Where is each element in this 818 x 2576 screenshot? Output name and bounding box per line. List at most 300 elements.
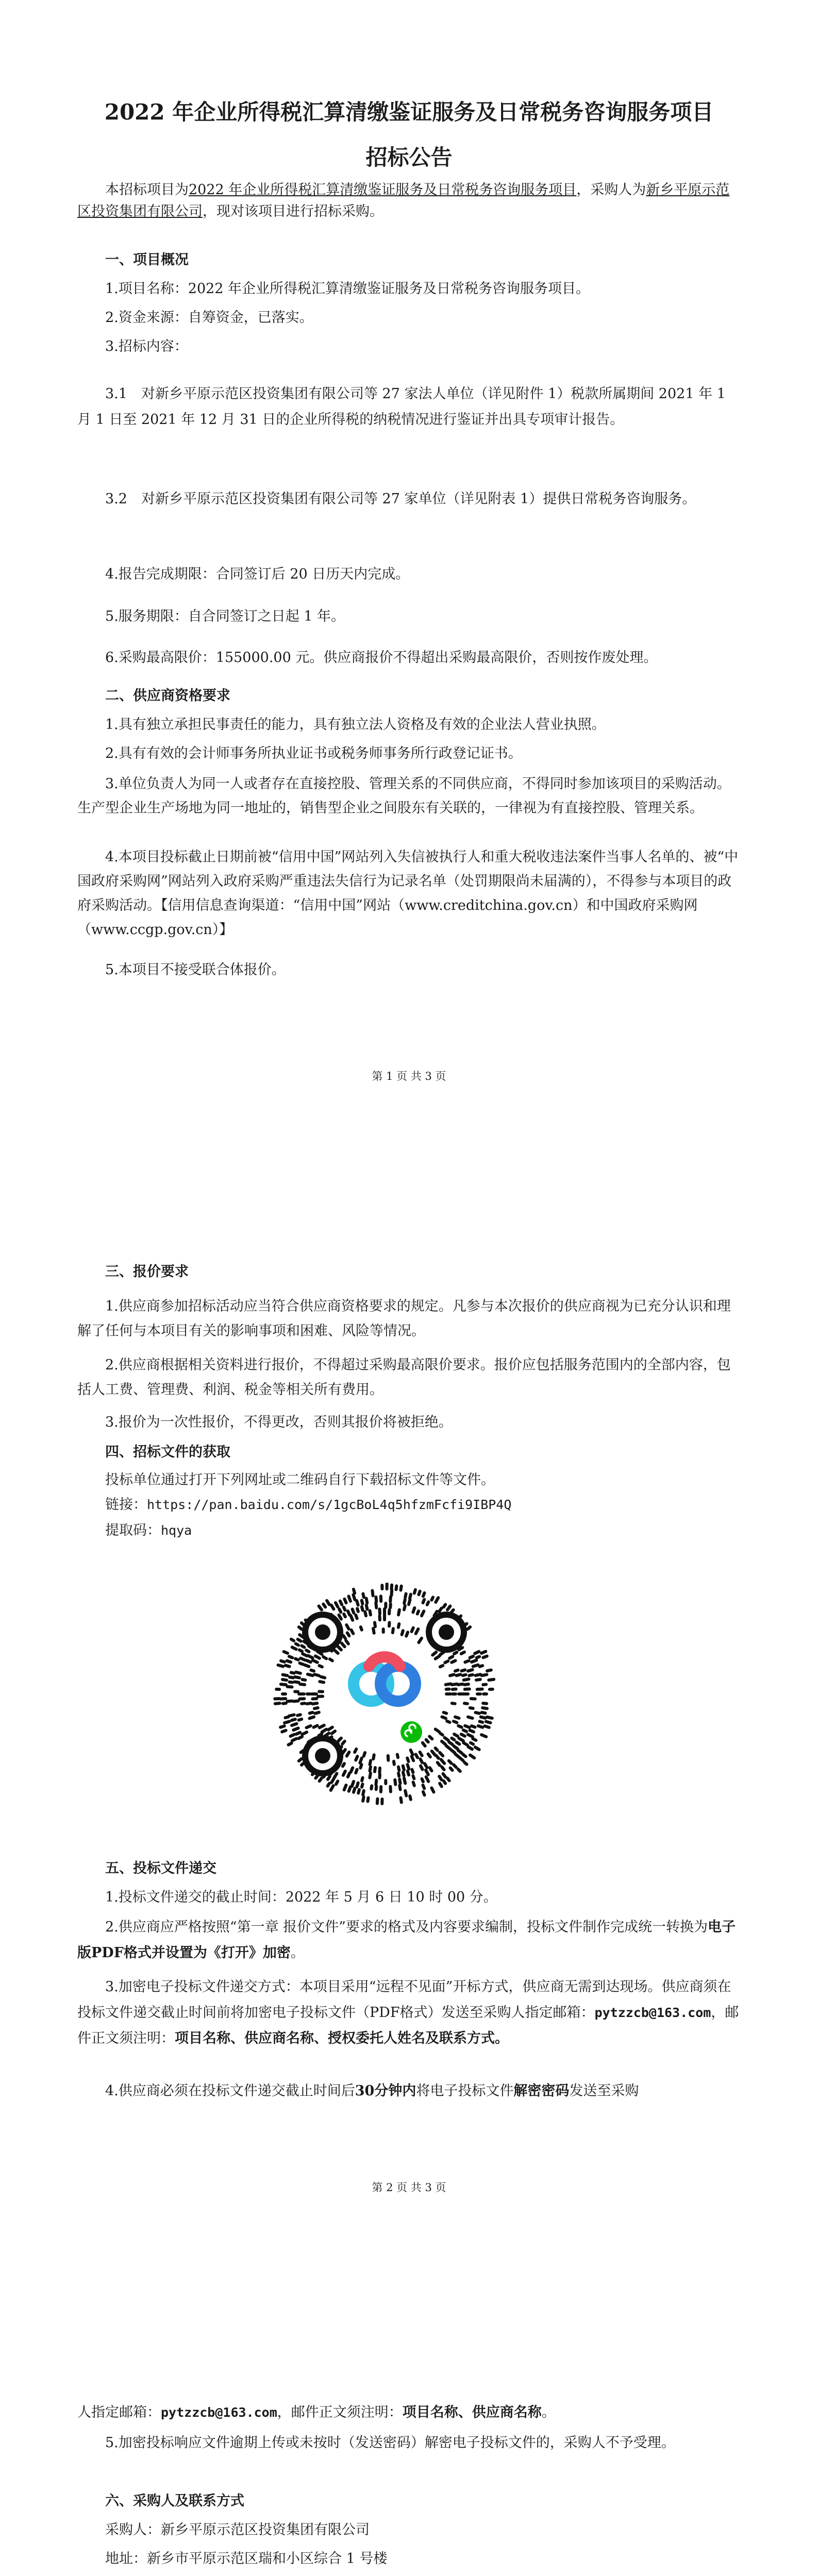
qr-dot	[468, 1735, 473, 1737]
qr-dot	[452, 1703, 455, 1704]
qr-dot	[463, 1754, 466, 1756]
qr-dot	[398, 1610, 399, 1615]
qr-dot	[308, 1655, 313, 1657]
qr-dot	[344, 1785, 346, 1790]
qr-dot	[465, 1726, 469, 1727]
qr-dot	[354, 1788, 355, 1792]
s5-item-2-text: 2.供应商应严格按照“第一章 报价文件”要求的格式及内容要求编制，投标文件制作完成统一转换为	[105, 1919, 708, 1935]
qr-dot	[449, 1742, 452, 1744]
qr-dot	[479, 1721, 482, 1722]
qr-dot	[350, 1616, 353, 1620]
qr-dot	[440, 1733, 443, 1735]
qr-dot	[390, 1787, 391, 1792]
qr-dot	[442, 1717, 446, 1718]
qr-dot	[405, 1791, 406, 1796]
qr-dot	[436, 1756, 438, 1758]
qr-dot	[464, 1703, 468, 1704]
qr-dot	[458, 1750, 462, 1753]
qr-dot	[294, 1701, 298, 1702]
s2-item-4: 4.本项目投标截止日期前被“信用中国”网站列入失信被执行人和重大税收违法案件当事人名单的、被“中国政府采购网”网站列入政府采购严重违法失信行为记录名单（处罚期限尚未届满的），不得参与本项目的政府采购活动。【信用信息查询渠道：“信用中国”网站（www.creditchina.gov.cn）和中国政府采购网（www.ccgp.gov.cn）】	[77, 849, 739, 938]
qr-dot	[479, 1666, 482, 1667]
qr-dot	[357, 1783, 358, 1787]
s5-item-3	[77, 1974, 742, 2052]
qr-dot	[298, 1737, 302, 1739]
qr-dot	[445, 1661, 448, 1663]
qr-dot	[334, 1650, 338, 1653]
qr-dot	[286, 1665, 290, 1666]
baidu-netdisk-logo-icon	[343, 1639, 426, 1722]
qr-dot	[307, 1703, 311, 1704]
qr-dot	[419, 1591, 420, 1595]
qr-dot	[347, 1633, 349, 1636]
qr-dot	[298, 1639, 301, 1641]
qr-dot	[482, 1674, 487, 1675]
qr-dot	[431, 1788, 433, 1792]
qr-dot	[292, 1724, 296, 1725]
qr-dot	[356, 1770, 357, 1773]
qr-dot	[443, 1774, 446, 1777]
qr-dot	[346, 1625, 348, 1629]
s5-item-3-mid: ，邮件正文须注明：	[77, 2005, 739, 2046]
qr-dot	[444, 1781, 445, 1784]
qr-dot	[481, 1717, 486, 1718]
qr-dot	[404, 1606, 405, 1610]
page-1-footer: 第 1 页 共 3 页	[372, 1070, 446, 1082]
cont-b: ，邮件正文须注明：	[277, 2404, 403, 2420]
qr-dot	[423, 1785, 425, 1788]
qr-dot	[338, 1738, 341, 1741]
section-5-heading: 五、投标文件递交	[105, 1860, 216, 1876]
qr-dot	[366, 1605, 368, 1609]
qr-dot	[295, 1659, 298, 1660]
qr-dot	[379, 1609, 380, 1614]
qr-dot	[364, 1753, 365, 1756]
qr-dot	[315, 1656, 320, 1658]
section-4-heading: 四、招标文件的获取	[105, 1444, 230, 1460]
qr-dot	[406, 1632, 408, 1636]
qr-dot	[302, 1732, 307, 1734]
qr-dot	[308, 1674, 313, 1675]
qr-dot	[450, 1674, 454, 1675]
qr-dot	[348, 1611, 349, 1615]
qr-dot	[468, 1627, 471, 1629]
qr-dot	[344, 1614, 345, 1617]
qr-dot	[362, 1607, 363, 1611]
qr-dot	[328, 1776, 330, 1780]
qr-dot	[413, 1776, 414, 1779]
qr-dot	[303, 1654, 307, 1656]
qr-dot	[429, 1736, 432, 1739]
qr-dot	[291, 1639, 294, 1641]
qr-dot	[296, 1643, 298, 1645]
qr-dot	[457, 1742, 460, 1744]
qr-dot	[354, 1589, 355, 1594]
qr-dot	[413, 1782, 414, 1786]
s5-item-4-c: 将电子投标文件	[416, 2083, 514, 2099]
s1-item-1: 1.项目名称：2022 年企业所得税汇算清缴鉴证服务及日常税务咨询服务项目。	[105, 281, 590, 297]
qr-dot	[332, 1731, 335, 1734]
qr-dot	[475, 1652, 479, 1654]
qr-dot	[458, 1769, 460, 1771]
section-2-heading: 二、供应商资格要求	[105, 688, 230, 704]
qr-dot	[403, 1766, 404, 1770]
qr-dot	[459, 1738, 463, 1741]
qr-dot	[291, 1735, 294, 1736]
qr-dot	[432, 1652, 436, 1655]
document-title: 2022 年企业所得税汇算清缴鉴证服务及日常税务咨询服务项目	[104, 99, 714, 125]
qr-dot	[342, 1643, 345, 1647]
qr-dot	[360, 1758, 361, 1762]
qr-dot	[483, 1656, 487, 1658]
cont-c: 项目名称、供应商名称	[402, 2404, 542, 2420]
qr-dot	[319, 1666, 322, 1667]
qr-dot	[436, 1748, 438, 1750]
qr-dot	[468, 1717, 473, 1718]
qr-dot	[428, 1754, 430, 1757]
qr-dot	[348, 1596, 350, 1601]
qr-dot	[278, 1665, 283, 1667]
qr-finder-center	[439, 1624, 454, 1640]
intro-pre: 本招标项目为	[105, 182, 189, 198]
qr-dot	[400, 1586, 401, 1590]
qr-dot	[283, 1703, 286, 1704]
qr-dot	[353, 1609, 354, 1613]
s5-item-4	[77, 2080, 742, 2102]
qr-dot	[481, 1651, 486, 1653]
qr-dot	[343, 1771, 345, 1775]
qr-dot	[312, 1703, 317, 1704]
qr-dot	[388, 1756, 389, 1760]
qr-dot	[295, 1677, 299, 1678]
qr-dot	[373, 1629, 374, 1633]
cont-email[interactable]: pytzzcb@163.com	[161, 2405, 277, 2420]
qr-dot	[464, 1762, 467, 1765]
qr-dot	[322, 1730, 327, 1732]
qr-dot	[472, 1726, 475, 1727]
qr-dot	[423, 1792, 425, 1795]
s6-address: 地址：新乡市平原示范区瑞和小区综合 1 号楼	[105, 2551, 388, 2567]
qr-dot	[349, 1787, 350, 1791]
qr-dot	[396, 1586, 397, 1589]
s5-item-3-email[interactable]: pytzzcb@163.com	[594, 2005, 711, 2020]
qr-dot	[454, 1765, 456, 1767]
download-qr-code[interactable]	[273, 1583, 496, 1805]
qr-dot	[336, 1781, 338, 1784]
qr-dot	[400, 1798, 401, 1803]
qr-dot	[461, 1652, 464, 1654]
qr-dot	[487, 1717, 492, 1718]
qr-dot	[314, 1674, 319, 1675]
qr-dot	[309, 1717, 314, 1718]
qr-dot	[328, 1784, 329, 1786]
qr-dot	[422, 1779, 423, 1782]
qr-dot	[390, 1597, 391, 1601]
qr-dot	[306, 1660, 310, 1663]
intro-project-name: 2022 年企业所得税汇算清缴鉴证服务及日常税务咨询服务项目	[189, 182, 577, 198]
qr-dot	[289, 1743, 292, 1744]
qr-dot	[336, 1603, 338, 1607]
qr-dot	[361, 1627, 362, 1630]
qr-dot	[343, 1635, 345, 1638]
qr-dot	[356, 1615, 357, 1619]
qr-dot	[356, 1756, 357, 1760]
qr-dot	[370, 1767, 371, 1771]
qr-dot	[280, 1726, 285, 1727]
qr-dot	[468, 1747, 472, 1749]
s4-download-instruction: 投标单位通过打开下列网址或二维码自行下载招标文件等文件。	[105, 1472, 495, 1488]
qr-dot	[315, 1713, 319, 1714]
qr-dot	[412, 1756, 414, 1760]
qr-dot	[355, 1749, 356, 1752]
s6-buyer: 采购人：新乡平原示范区投资集团有限公司	[105, 2522, 370, 2538]
qr-dot	[483, 1703, 487, 1704]
qr-dot	[408, 1771, 409, 1775]
s5-item-2	[77, 1914, 742, 1966]
qr-dot	[275, 1703, 280, 1704]
qr-dot	[299, 1719, 302, 1720]
qr-dot	[461, 1670, 465, 1671]
qr-dot	[293, 1728, 298, 1730]
qr-dot	[289, 1715, 294, 1716]
qr-dot	[454, 1652, 457, 1654]
qr-dot	[292, 1739, 296, 1741]
s2-item-2: 2.具有有效的会计师事务所执业证书或税务师事务所行政登记证书。	[105, 745, 522, 761]
qr-dot	[420, 1759, 422, 1762]
qr-dot	[426, 1740, 428, 1742]
qr-dot	[436, 1656, 440, 1659]
qr-dot	[478, 1726, 483, 1727]
qr-dot	[363, 1791, 364, 1795]
s5-item-1: 1.投标文件递交的截止时间：2022 年 5 月 6 日 10 时 00 分。	[105, 1889, 497, 1905]
qr-dot	[371, 1786, 372, 1789]
qr-dot	[444, 1713, 447, 1714]
qr-dot	[470, 1656, 473, 1658]
qr-dot	[343, 1764, 344, 1766]
qr-dot	[444, 1604, 445, 1607]
qr-dot	[475, 1747, 479, 1750]
qr-dot	[465, 1660, 469, 1662]
qr-dot	[281, 1684, 286, 1685]
qr-dot	[289, 1656, 293, 1658]
qr-dot	[379, 1768, 380, 1773]
qr-dot	[352, 1782, 354, 1786]
qr-dot	[362, 1600, 363, 1604]
qr-dot	[454, 1734, 458, 1736]
qr-dot	[331, 1779, 333, 1783]
s5-item-3-emphasis: 项目名称、供应商名称、授权委托人姓名及联系方式。	[175, 2030, 509, 2046]
s2-item-3: 3.单位负责人为同一人或者存在直接控股、管理关系的不同供应商，不得同时参加该项目的采购活动。生产型企业生产场地为同一地址的，销售型企业之间股东有关联的，一律视为有直接控股、管理关系。	[77, 776, 731, 816]
qr-dot	[404, 1599, 405, 1603]
qr-dot	[432, 1751, 435, 1755]
qr-dot	[436, 1598, 438, 1602]
qr-dot	[370, 1760, 371, 1765]
qr-dot	[357, 1608, 358, 1612]
qr-dot	[404, 1778, 405, 1784]
qr-dot	[346, 1640, 348, 1643]
qr-dot	[426, 1770, 428, 1775]
qr-dot	[440, 1666, 443, 1667]
qr-dot	[481, 1735, 486, 1737]
download-link[interactable]: https://pan.baidu.com/s/1gcBoL4q5hfzmFcfi9IBP4Q	[147, 1497, 512, 1512]
qr-dot	[351, 1768, 353, 1772]
qr-dot	[313, 1725, 317, 1727]
s1-sub-3-1: 3.1 对新乡平原示范区投资集团有限公司等 27 家法人单位（详见附件 1）税款所属期间 2021 年 1 月 1 日至 2021 年 12 月 31 日的企业所得税的纳税情况进行鉴证并出具专项审计报告。	[77, 386, 726, 428]
qr-dot	[398, 1624, 399, 1628]
qr-dot	[412, 1770, 413, 1773]
wechat-miniprogram-badge-icon	[398, 1719, 425, 1745]
qr-dot	[370, 1773, 371, 1778]
qr-dot	[299, 1759, 302, 1761]
qr-dot	[410, 1595, 411, 1599]
qr-dot	[447, 1778, 449, 1781]
s4-code-label: 提取码：	[105, 1522, 161, 1538]
qr-dot	[449, 1656, 453, 1658]
qr-dot	[461, 1734, 465, 1736]
qr-dot	[470, 1730, 474, 1732]
qr-dot	[413, 1608, 414, 1612]
s5-item-4-a: 4.供应商必须在投标文件递交截止时间后	[105, 2083, 355, 2099]
qr-dot	[409, 1600, 410, 1605]
qr-dot	[485, 1726, 489, 1727]
qr-dot	[300, 1684, 305, 1685]
qr-dot	[471, 1743, 473, 1744]
qr-dot	[423, 1743, 425, 1746]
qr-dot	[473, 1665, 478, 1667]
page-2-footer: 第 2 页 共 3 页	[372, 2181, 446, 2194]
qr-dot	[338, 1646, 341, 1650]
qr-finder-center	[315, 1624, 330, 1640]
qr-dot	[464, 1684, 469, 1685]
qr-dot	[440, 1784, 442, 1787]
qr-dot	[379, 1616, 380, 1620]
qr-dot	[363, 1797, 364, 1801]
s5-item-4-e: 发送至采购	[569, 2083, 639, 2099]
s5-item-2-emphasis: 电子版PDF格式并设置为《打开》加密	[77, 1919, 736, 1961]
qr-dot	[412, 1628, 413, 1632]
qr-dot	[472, 1660, 476, 1662]
qr-dot	[473, 1739, 476, 1740]
qr-dot	[454, 1746, 457, 1749]
qr-dot	[463, 1743, 468, 1745]
qr-dot	[446, 1745, 450, 1749]
intro-mid: ，采购人为	[576, 182, 646, 198]
qr-dot	[353, 1595, 355, 1600]
s5-item-4-continued	[77, 2402, 742, 2424]
qr-dot	[423, 1600, 425, 1603]
qr-dot	[289, 1682, 292, 1683]
qr-dot	[360, 1765, 361, 1768]
qr-dot	[287, 1661, 291, 1663]
qr-dot	[402, 1631, 403, 1635]
cont-a: 人指定邮箱：	[77, 2404, 161, 2420]
qr-dot	[313, 1660, 318, 1662]
qr-dot	[423, 1593, 425, 1597]
qr-dot	[452, 1738, 454, 1740]
qr-dot	[439, 1608, 441, 1612]
qr-dot	[418, 1611, 419, 1614]
qr-dot	[296, 1733, 300, 1734]
qr-dot	[440, 1752, 443, 1756]
qr-dot	[470, 1755, 474, 1758]
qr-dot	[285, 1721, 290, 1723]
s1-sub-3-2: 3.2 对新乡平原示范区投资集团有限公司等 27 家单位（详见附表 1）提供日常税务咨询服务。	[105, 491, 696, 507]
qr-dot	[487, 1670, 491, 1671]
qr-dot	[483, 1684, 486, 1685]
s4-code-line	[77, 1520, 742, 1541]
qr-dot	[339, 1615, 342, 1619]
s1-item-3: 3.招标内容：	[105, 338, 188, 354]
qr-dot	[288, 1701, 292, 1702]
qr-dot	[372, 1590, 373, 1596]
qr-dot	[292, 1647, 296, 1649]
intro-paragraph	[77, 179, 742, 223]
qr-dot	[426, 1777, 428, 1782]
s5-item-3-text: 3.加密电子投标文件递交方式：本项目采用“远程不见面”开标方式，供应商无需到达现场。供应商须在投标文件递交截止时间前将加密电子投标文件（PDF格式）发送至采购人指定邮箱：	[77, 1979, 731, 2021]
qr-dot	[302, 1703, 305, 1704]
qr-dot	[420, 1752, 422, 1756]
qr-dot	[416, 1754, 418, 1757]
qr-dot	[283, 1675, 288, 1676]
s2-item-5: 5.本项目不接受联合体报价。	[105, 962, 286, 978]
qr-dot	[365, 1612, 366, 1616]
s5-item-4-b: 30分钟内	[355, 2083, 416, 2099]
qr-dot	[323, 1604, 325, 1607]
qr-dot	[454, 1721, 457, 1723]
s1-item-2: 2.资金来源：自筹资金，已落实。	[105, 310, 313, 326]
qr-dot	[463, 1730, 466, 1732]
qr-dot	[306, 1650, 309, 1652]
qr-dot	[330, 1659, 332, 1660]
qr-dot	[411, 1750, 413, 1755]
qr-dot	[477, 1656, 480, 1657]
qr-dot	[398, 1773, 399, 1776]
qr-dot	[344, 1599, 346, 1603]
qr-dot	[362, 1778, 363, 1781]
extraction-code: hqya	[161, 1523, 192, 1538]
qr-dot	[442, 1741, 445, 1744]
qr-dot	[449, 1761, 452, 1764]
qr-dot	[410, 1796, 411, 1800]
qr-dot	[391, 1590, 392, 1595]
qr-dot	[296, 1672, 301, 1673]
qr-dot	[425, 1764, 427, 1768]
section-6-heading: 六、采购人及联系方式	[105, 2493, 244, 2509]
qr-dot	[327, 1601, 329, 1605]
qr-dot	[447, 1606, 450, 1609]
qr-dot	[460, 1758, 463, 1760]
qr-dot	[446, 1684, 451, 1685]
intro-post: ，现对该项目进行招标采购。	[203, 204, 383, 219]
qr-dot	[357, 1601, 358, 1605]
qr-dot	[323, 1657, 326, 1659]
section-3-heading: 三、报价要求	[105, 1264, 189, 1280]
qr-dot	[291, 1672, 294, 1673]
qr-dot	[447, 1721, 450, 1722]
s1-item-5: 5.服务期限：自合同签订之日起 1 年。	[105, 608, 345, 624]
qr-dot	[431, 1597, 433, 1600]
qr-dot	[439, 1776, 441, 1780]
qr-dot	[320, 1725, 324, 1728]
s3-item-1: 1.供应商参加招标活动应当符合供应商资格要求的规定。凡参与本次报价的供应商视为已充分认识和理解了任何与本项目有关的影响事项和困难、风险等情况。	[77, 1298, 731, 1339]
qr-dot	[301, 1658, 305, 1660]
qr-dot	[376, 1786, 377, 1789]
qr-dot	[407, 1765, 409, 1769]
qr-dot	[399, 1779, 400, 1783]
qr-dot	[299, 1627, 302, 1629]
qr-dot	[328, 1727, 332, 1730]
s5-item-4-d: 解密密码	[513, 2083, 570, 2099]
qr-dot	[421, 1766, 423, 1769]
